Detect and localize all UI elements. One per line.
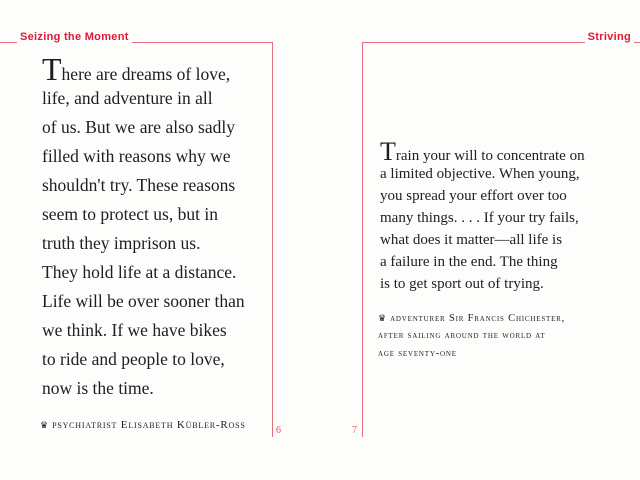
quote-line: a limited objective. When young,	[380, 166, 580, 182]
right-page-number: 7	[352, 425, 357, 436]
right-running-head: Striving	[585, 31, 634, 44]
right-page-side-rule	[362, 42, 363, 437]
quote-line: Life will be over sooner than	[42, 291, 245, 311]
attribution-line	[378, 309, 565, 327]
quote-line	[380, 137, 585, 166]
crown-ornament-icon: ♛	[378, 313, 387, 323]
quote-line: to ride and people to love,	[42, 349, 225, 369]
quote-line: is to get sport out of trying.	[380, 276, 544, 292]
quote-line	[42, 51, 245, 87]
quote-line: life, and adventure in all	[42, 88, 213, 108]
right-attribution	[378, 309, 565, 363]
crown-ornament-icon: ♛	[40, 420, 49, 430]
quote-line: you spread your effort over too	[380, 188, 567, 204]
initial-cap: T	[42, 51, 62, 87]
left-page-number: 6	[276, 425, 281, 436]
quote-line-text: rain your will to concentrate on	[395, 148, 585, 164]
left-running-head: Seizing the Moment	[17, 31, 132, 44]
quote-line: a failure in the end. The thing	[380, 254, 558, 270]
quote-line: seem to protect us, but in	[42, 204, 218, 224]
attribution-text: psychiatrist Elisabeth Kübler-Ross	[52, 419, 246, 431]
quote-line: we think. If we have bikes	[42, 320, 227, 340]
quote-line: what does it matter—all life is	[380, 232, 563, 248]
quote-line: shouldn't try. These reasons	[42, 175, 236, 195]
left-quote	[42, 51, 245, 403]
left-page-side-rule	[272, 42, 273, 437]
quote-line: now is the time.	[42, 378, 154, 398]
quote-line: They hold life at a distance.	[42, 262, 237, 282]
left-attribution	[40, 417, 246, 433]
quote-line: filled with reasons why we	[42, 146, 231, 166]
attribution-line: after sailing around the world at	[378, 330, 546, 341]
attribution-line: age seventy-one	[378, 348, 457, 359]
right-quote	[380, 137, 585, 295]
quote-line: truth they imprison us.	[42, 233, 201, 253]
attribution-line	[40, 417, 246, 433]
attribution-text: adventurer Sir Francis Chichester,	[390, 313, 566, 324]
initial-cap: T	[380, 137, 396, 166]
quote-line-text: here are dreams of love,	[61, 64, 231, 84]
quote-line: many things. . . . If your try fails,	[380, 210, 579, 226]
quote-line: of us. But we are also sadly	[42, 117, 235, 137]
